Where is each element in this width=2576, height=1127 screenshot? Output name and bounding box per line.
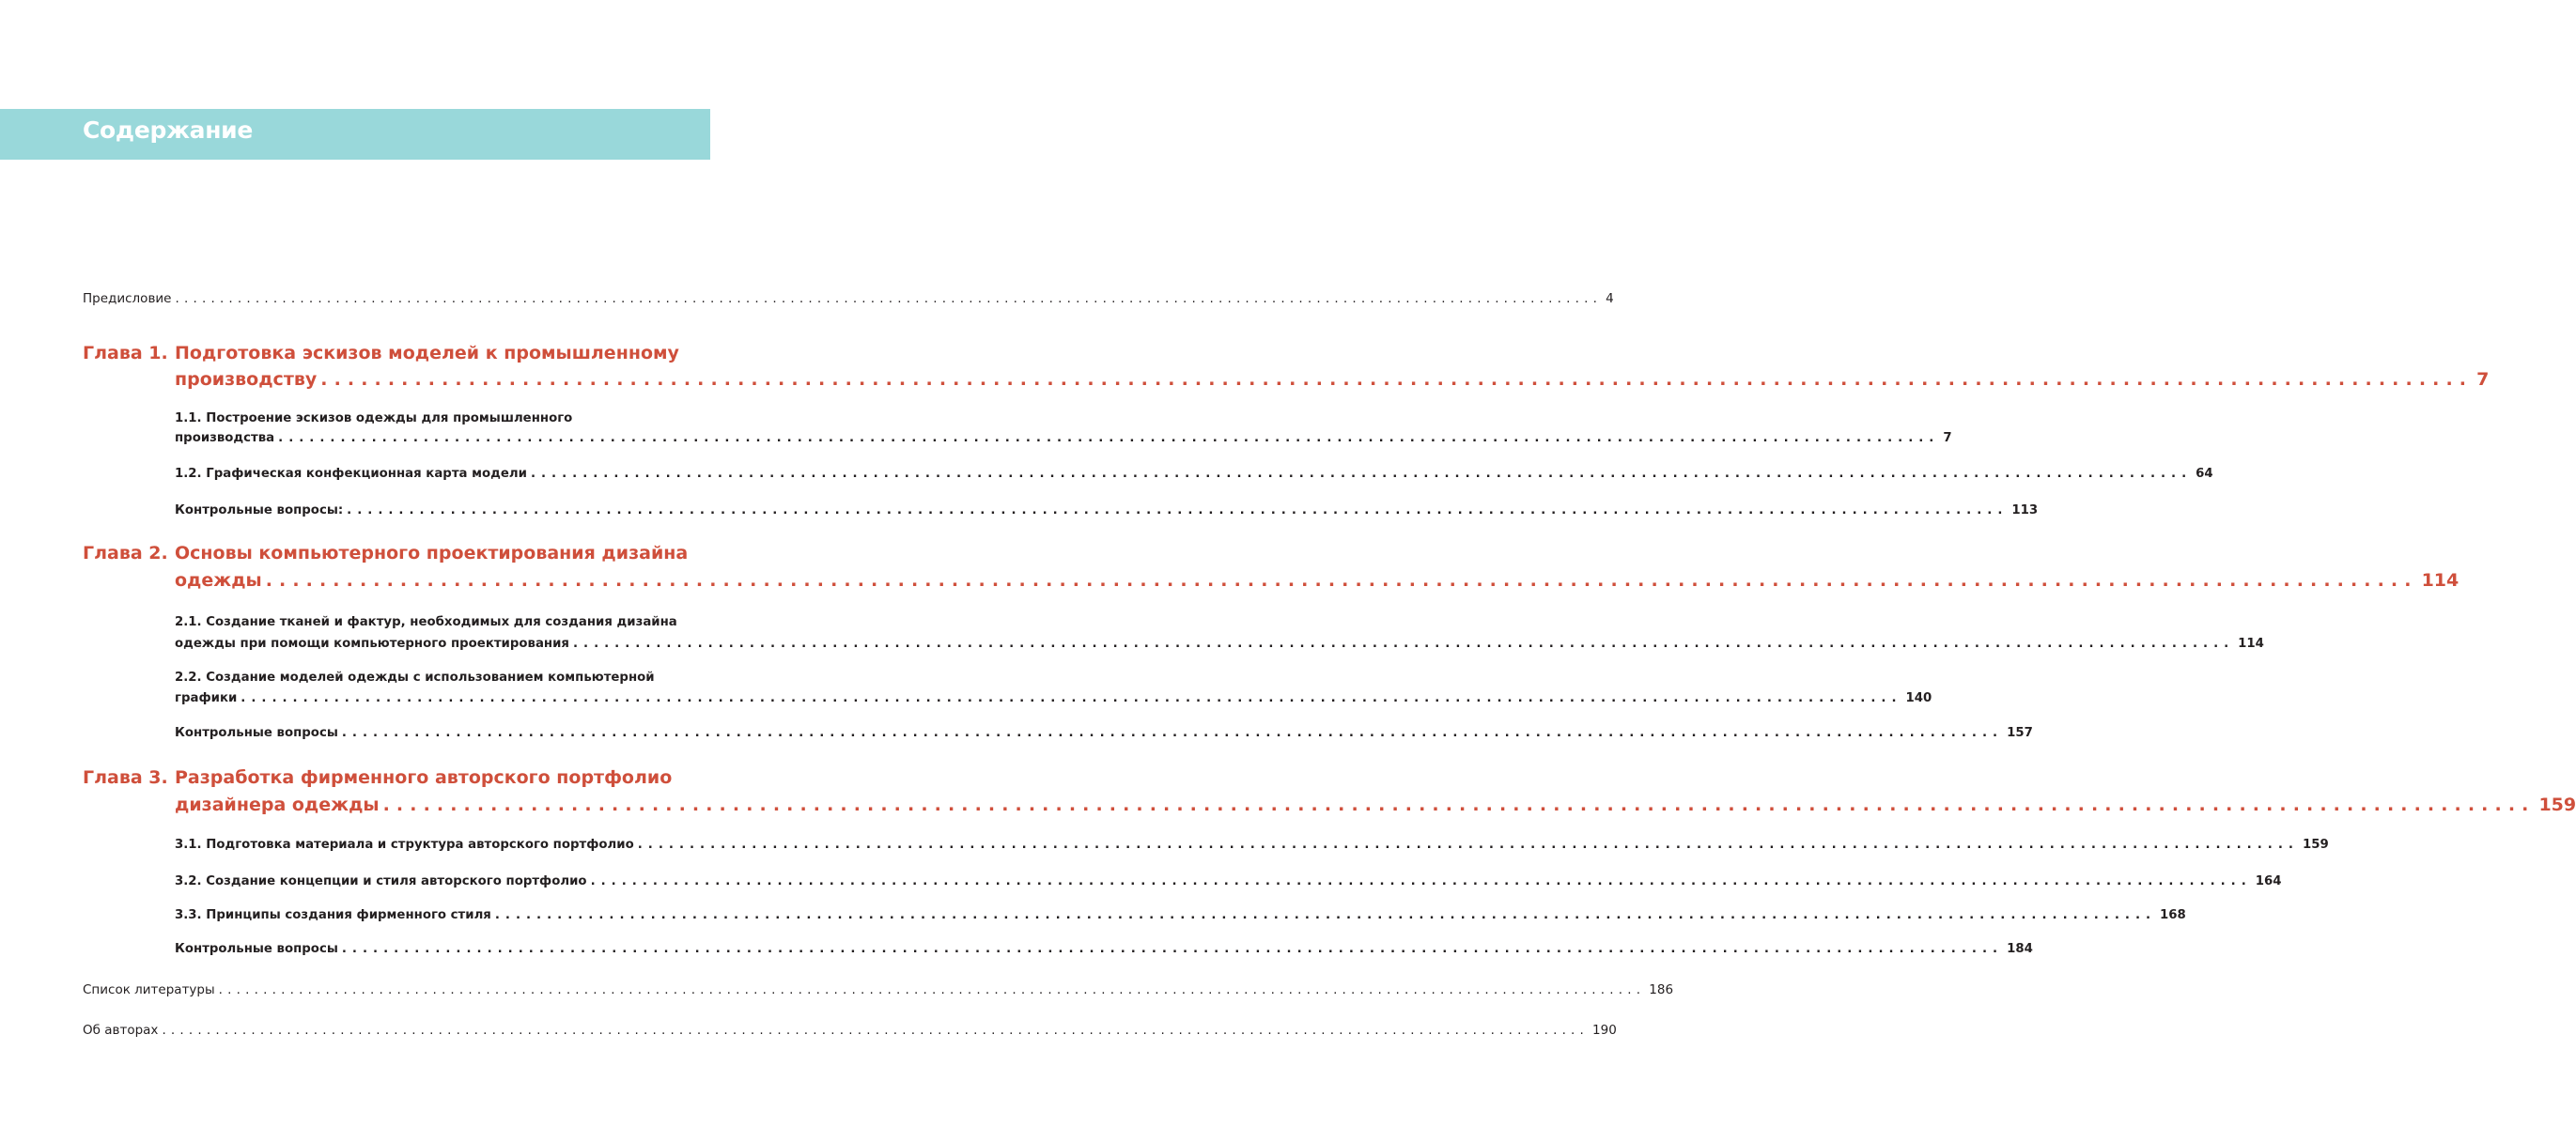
- section-title: Контрольные вопросы: [175, 726, 338, 740]
- entry-page: 159: [2302, 838, 2329, 852]
- section-title: 3.2. Создание концепции и стиля авторского портфолио: [175, 874, 587, 888]
- toc-entry-section[interactable]: [175, 431, 1952, 445]
- entry-page: 64: [2196, 467, 2213, 481]
- entry-page: 184: [2007, 942, 2033, 956]
- toc-entry-section[interactable]: [175, 874, 2282, 888]
- section-title[interactable]: 2.1. Создание тканей и фактур, необходимых для создания дизайна: [175, 615, 677, 629]
- entry-page: 164: [2255, 874, 2282, 888]
- section-title[interactable]: 1.1. Построение эскизов одежды для промышленного: [175, 411, 573, 425]
- toc-entry-section[interactable]: [175, 908, 2186, 922]
- chapter-title[interactable]: Разработка фирменного авторского портфолио: [175, 767, 673, 788]
- toc-entry-chapter[interactable]: [175, 570, 2460, 591]
- dot-leader: ................................................................................................................................................................: [382, 795, 2536, 815]
- section-title: Контрольные вопросы:: [175, 503, 344, 517]
- dot-leader: ................................................................................................................................................................: [347, 503, 2009, 517]
- dot-leader: ................................................................................................................................................................: [590, 874, 2252, 888]
- toc-entry-chapter[interactable]: [175, 369, 2490, 390]
- section-title: 3.3. Принципы создания фирменного стиля: [175, 908, 491, 922]
- entry-page: 114: [2238, 637, 2264, 651]
- entry-title: Предисловие: [83, 291, 172, 306]
- entry-page: 114: [2421, 570, 2460, 591]
- dot-leader: ................................................................................................................................................................: [218, 982, 1646, 997]
- dot-leader: ................................................................................................................................................................: [637, 838, 2299, 852]
- dot-leader: ................................................................................................................................................................: [341, 942, 2004, 956]
- page-title: Содержание: [83, 116, 254, 144]
- dot-leader: ................................................................................................................................................................: [175, 291, 1603, 306]
- dot-leader: ................................................................................................................................................................: [530, 467, 2193, 481]
- dot-leader: ................................................................................................................................................................: [494, 908, 2157, 922]
- toc-entry-section[interactable]: [175, 691, 1932, 705]
- toc-entry-section[interactable]: [175, 726, 2033, 740]
- chapter-label: Глава 3.: [83, 767, 168, 788]
- toc-entry-section[interactable]: [175, 637, 2264, 651]
- toc-entry-bibliography[interactable]: [83, 982, 1674, 997]
- entry-page: 4: [1606, 291, 1614, 306]
- toc-entry-authors[interactable]: [83, 1023, 1617, 1038]
- chapter-label: Глава 1.: [83, 343, 168, 363]
- entry-page: 159: [2538, 795, 2576, 815]
- dot-leader: ................................................................................................................................................................: [320, 369, 2474, 390]
- dot-leader: ................................................................................................................................................................: [265, 570, 2418, 591]
- toc-entry-chapter[interactable]: [175, 795, 2576, 815]
- section-title-continued: производства: [175, 431, 275, 445]
- entry-page: 7: [1943, 431, 1952, 445]
- chapter-title-continued: дизайнера одежды: [175, 795, 380, 815]
- entry-title: Об авторах: [83, 1023, 159, 1038]
- entry-page: 157: [2007, 726, 2033, 740]
- dot-leader: ................................................................................................................................................................: [341, 726, 2004, 740]
- entry-page: 113: [2011, 503, 2039, 517]
- chapter-label: Глава 2.: [83, 543, 168, 564]
- dot-leader: ................................................................................................................................................................: [241, 691, 1902, 705]
- section-title: 3.1. Подготовка материала и структура авторского портфолио: [175, 838, 634, 852]
- toc-entry-preface[interactable]: [83, 291, 1614, 306]
- toc-entry-section[interactable]: [175, 503, 2039, 517]
- chapter-title[interactable]: Подготовка эскизов моделей к промышленному: [175, 343, 679, 363]
- dot-leader: ................................................................................................................................................................: [162, 1023, 1590, 1038]
- section-title: Контрольные вопросы: [175, 942, 338, 956]
- section-title[interactable]: 2.2. Создание моделей одежды с использованием компьютерной: [175, 671, 655, 685]
- chapter-title[interactable]: Основы компьютерного проектирования дизайна: [175, 543, 689, 564]
- entry-page: 168: [2160, 908, 2186, 922]
- chapter-title-continued: одежды: [175, 570, 262, 591]
- entry-page: 7: [2476, 369, 2490, 390]
- toc-entry-section[interactable]: [175, 942, 2033, 956]
- dot-leader: ................................................................................................................................................................: [278, 431, 1940, 445]
- entry-title: Список литературы: [83, 982, 215, 997]
- chapter-title-continued: производству: [175, 369, 318, 390]
- dot-leader: ................................................................................................................................................................: [572, 637, 2235, 651]
- section-title-continued: графики: [175, 691, 238, 705]
- entry-page: 190: [1592, 1023, 1617, 1038]
- toc-entry-section[interactable]: [175, 467, 2213, 481]
- section-title-continued: одежды при помощи компьютерного проектирования: [175, 637, 569, 651]
- entry-page: 186: [1649, 982, 1674, 997]
- section-title: 1.2. Графическая конфекционная карта модели: [175, 467, 527, 481]
- toc-entry-section[interactable]: [175, 838, 2329, 852]
- entry-page: 140: [1905, 691, 1932, 705]
